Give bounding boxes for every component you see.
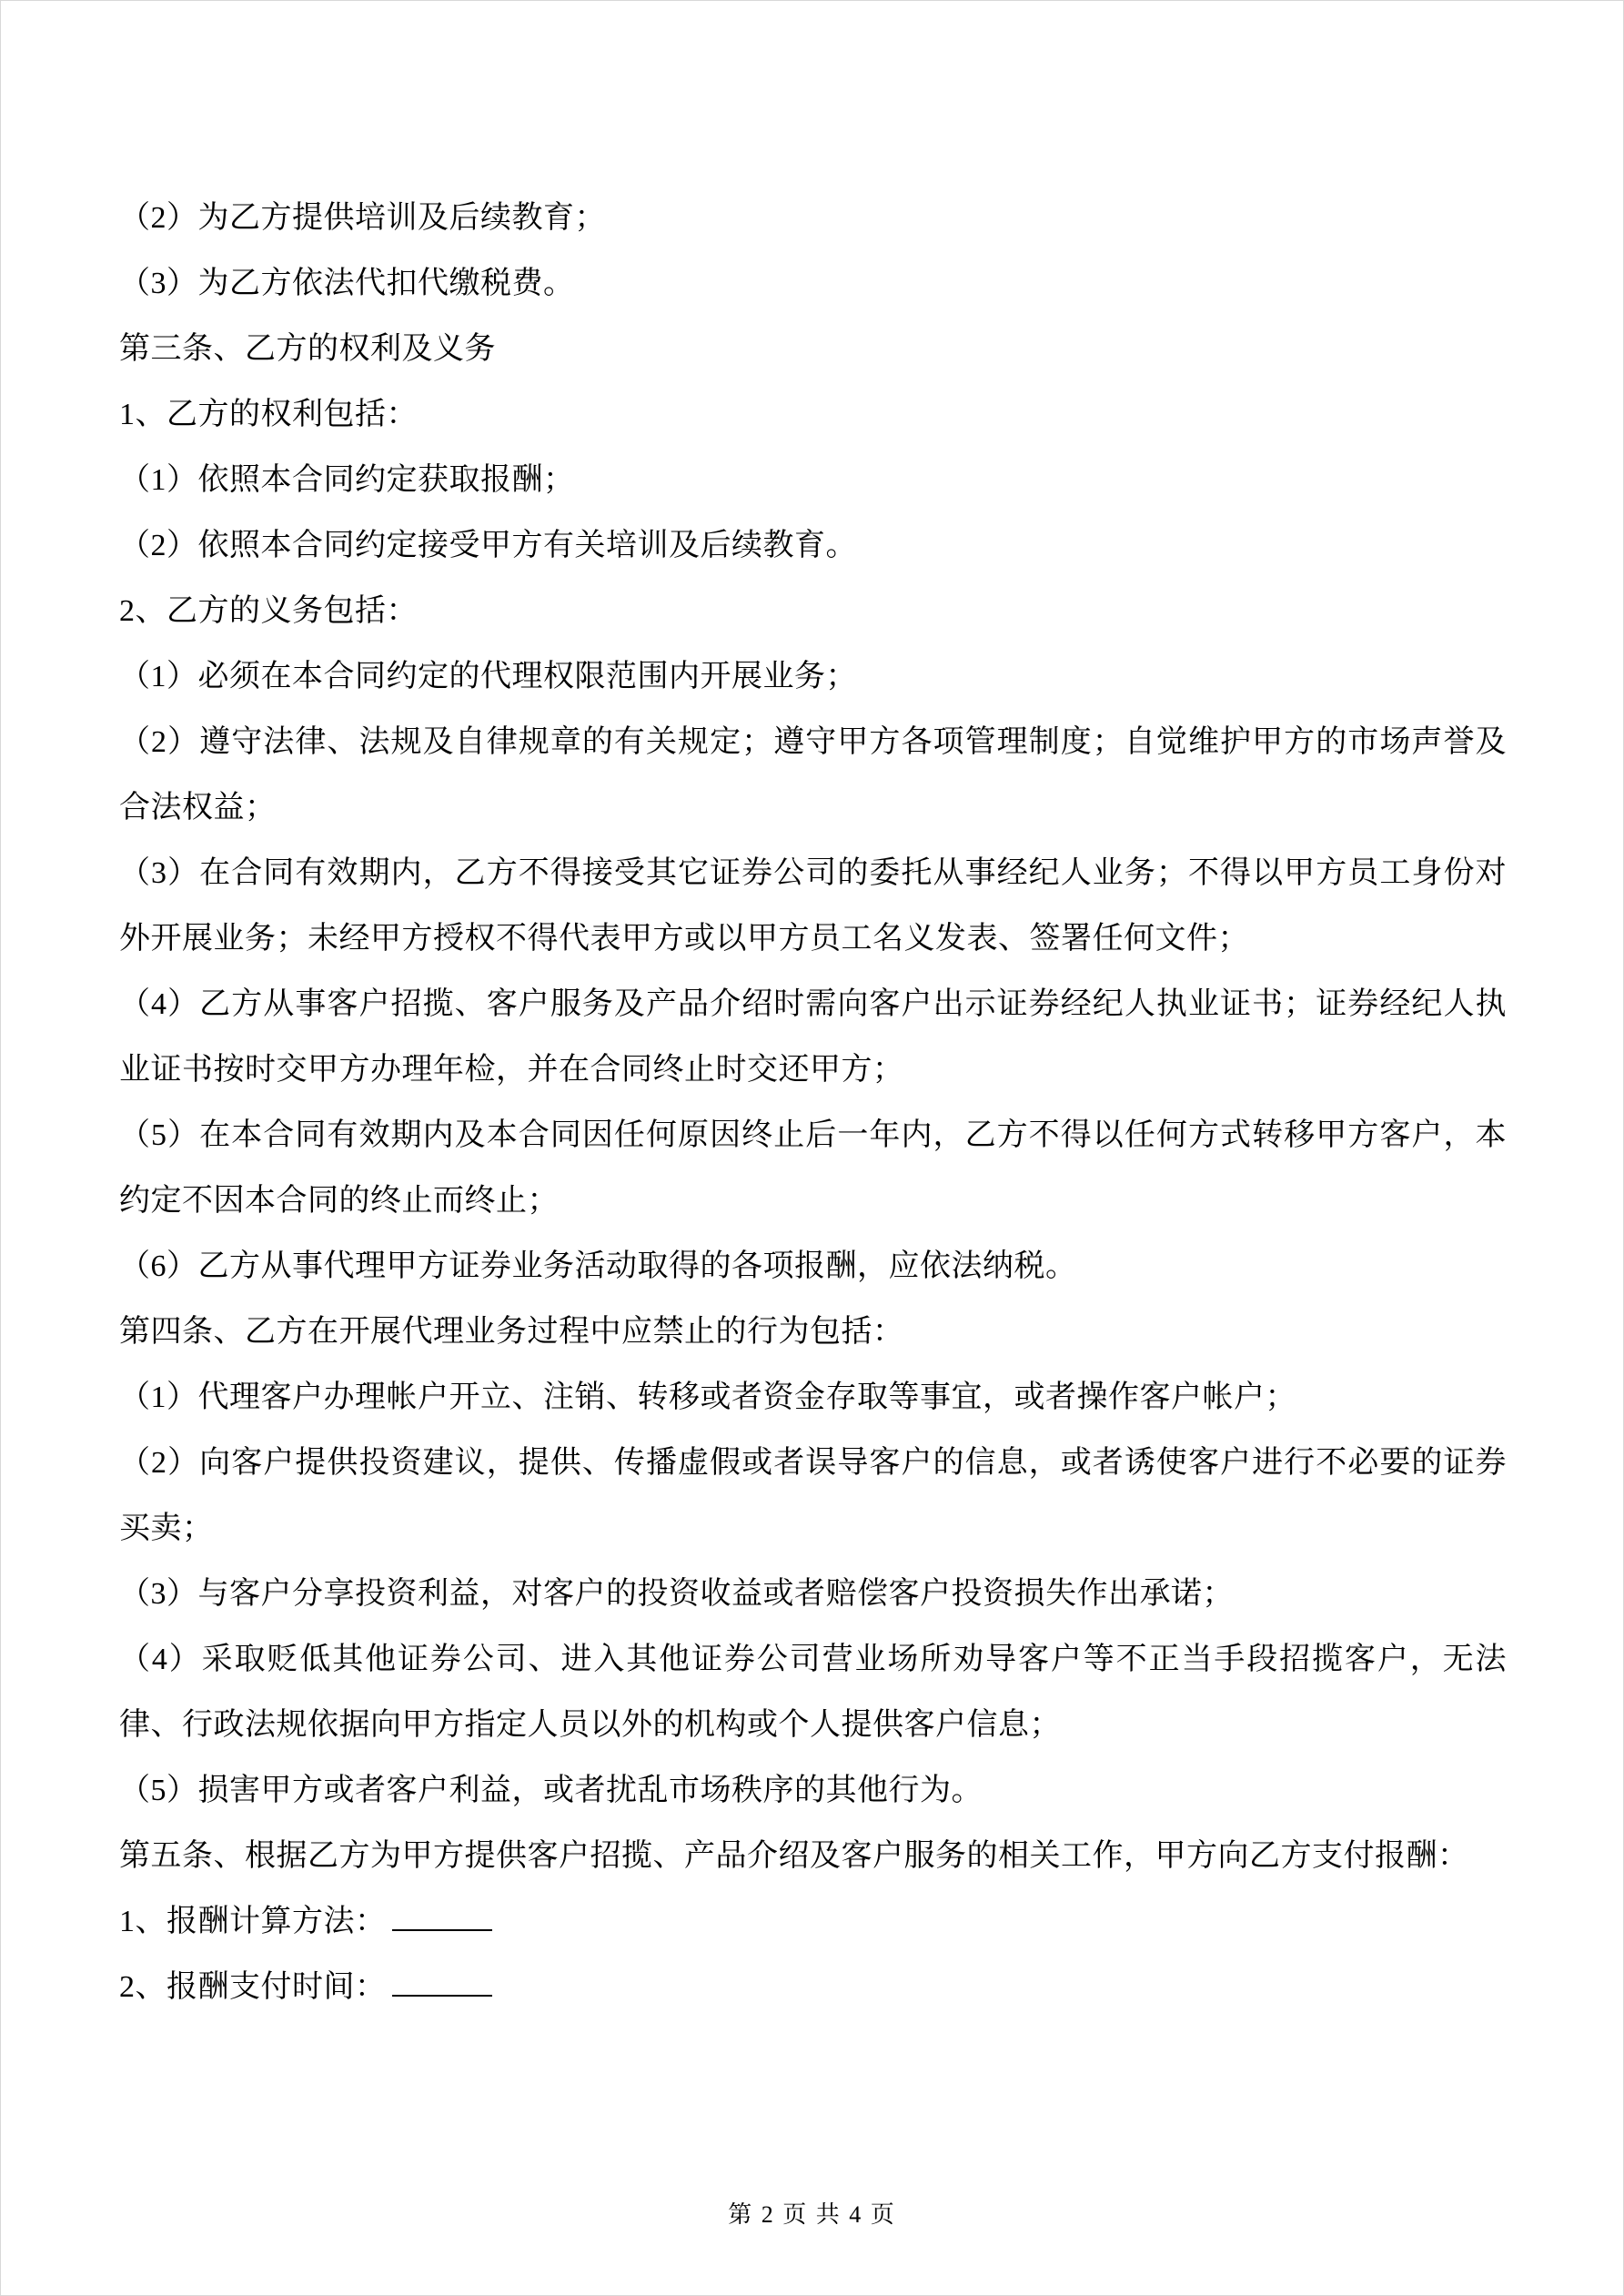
paragraph-text: （3）为乙方依法代扣代缴税费。: [119, 267, 575, 300]
document-body: [119, 186, 1507, 2020]
paragraph-text: 第五条、根据乙方为甲方提供客户招揽、产品介绍及客户服务的相关工作，甲方向乙方支付报酬：: [119, 1839, 1469, 1873]
paragraph-text: （4）采取贬低其他证券公司、进入其他证券公司营业场所劝导客户等不正当手段招揽客户，无法律、行政法规依据向甲方指定人员以外的机构或个人提供客户信息；: [119, 1643, 1507, 1742]
paragraph-text: （5）损害甲方或者客户利益，或者扰乱市场秩序的其他行为。: [119, 1774, 983, 1807]
paragraph: [119, 841, 1507, 972]
paragraph-text: （1）必须在本合同约定的代理权限范围内开展业务；: [119, 660, 857, 693]
blank-line: [392, 1898, 492, 1931]
paragraph-text: 2、乙方的义务包括：: [119, 594, 418, 628]
paragraph: [119, 579, 1507, 644]
paragraph: [119, 1824, 1507, 1889]
paragraph-text: （2）向客户提供投资建议，提供、传播虚假或者误导客户的信息，或者诱使客户进行不必要的证券买卖；: [119, 1446, 1507, 1545]
paragraph-text: （1）代理客户办理帐户开立、注销、转移或者资金存取等事宜，或者操作客户帐户；: [119, 1381, 1296, 1414]
paragraph: [119, 382, 1507, 448]
paragraph-text: （3）与客户分享投资利益，对客户的投资收益或者赔偿客户投资损失作出承诺；: [119, 1577, 1234, 1611]
paragraph: [119, 1562, 1507, 1627]
paragraph: [119, 1627, 1507, 1758]
paragraph: [119, 251, 1507, 317]
paragraph-text: 1、乙方的权利包括：: [119, 398, 418, 431]
paragraph: [119, 186, 1507, 251]
paragraph: [119, 1889, 1507, 1955]
paragraph: [119, 448, 1507, 513]
paragraph-text: （5）在本合同有效期内及本合同因任何原因终止后一年内，乙方不得以任何方式转移甲方客户，本约定不因本合同的终止而终止；: [119, 1118, 1507, 1218]
page-footer: [1, 2196, 1623, 2230]
paragraph-text: 2、报酬支付时间：: [119, 1970, 387, 2004]
paragraph-text: （2）遵守法律、法规及自律规章的有关规定；遵守甲方各项管理制度；自觉维护甲方的市场声誉及合法权益；: [119, 725, 1507, 824]
paragraph-text: （3）在合同有效期内，乙方不得接受其它证券公司的委托从事经纪人业务；不得以甲方员工身份对外开展业务；未经甲方授权不得代表甲方或以甲方员工名义发表、签署任何文件；: [119, 856, 1507, 956]
paragraph: [119, 1758, 1507, 1824]
paragraph-text: 第三条、乙方的权利及义务: [119, 332, 496, 366]
paragraph: [119, 1431, 1507, 1562]
paragraph-text: （2）为乙方提供培训及后续教育；: [119, 201, 606, 235]
paragraph-text: （2）依照本合同约定接受甲方有关培训及后续教育。: [119, 529, 857, 562]
paragraph-text: 第四条、乙方在开展代理业务过程中应禁止的行为包括：: [119, 1315, 904, 1349]
paragraph: [119, 1234, 1507, 1300]
page-number: 第 2 页 共 4 页: [728, 2201, 896, 2228]
paragraph-text: （6）乙方从事代理甲方证券业务活动取得的各项报酬，应依法纳税。: [119, 1249, 1077, 1283]
paragraph-text: （1）依照本合同约定获取报酬；: [119, 463, 575, 497]
paragraph-text: 1、报酬计算方法：: [119, 1905, 387, 1938]
paragraph: [119, 1955, 1507, 2020]
paragraph-text: （4）乙方从事客户招揽、客户服务及产品介绍时需向客户出示证券经纪人执业证书；证券经纪人执业证书按时交甲方办理年检，并在合同终止时交还甲方；: [119, 987, 1507, 1087]
paragraph: [119, 710, 1507, 841]
paragraph: [119, 644, 1507, 710]
paragraph: [119, 1103, 1507, 1234]
paragraph: [119, 1300, 1507, 1365]
paragraph: [119, 513, 1507, 579]
paragraph: [119, 1365, 1507, 1431]
paragraph: [119, 972, 1507, 1103]
paragraph: [119, 317, 1507, 382]
blank-line: [392, 1964, 492, 1997]
